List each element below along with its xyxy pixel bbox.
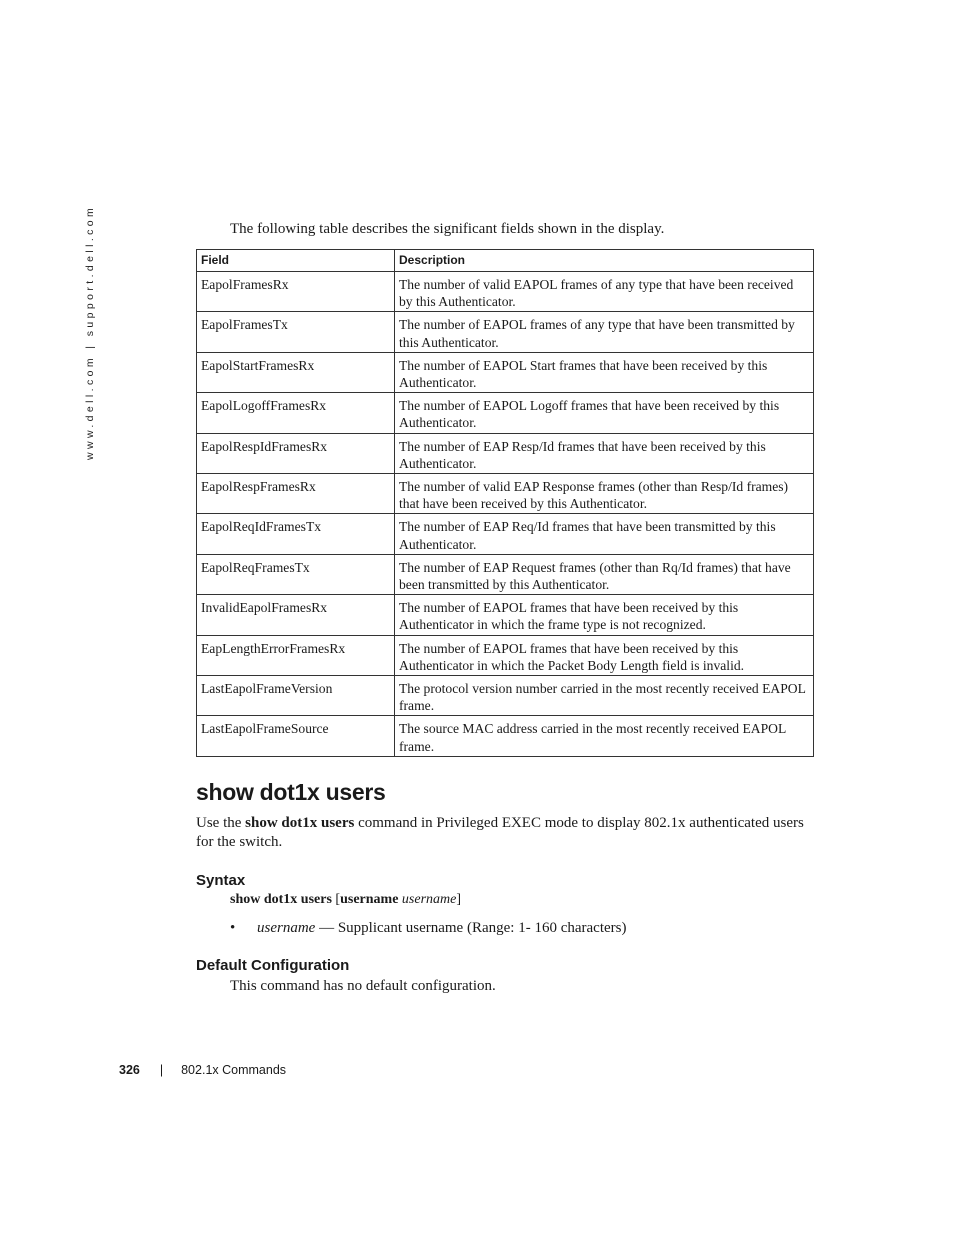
description-cell: The number of EAPOL frames of any type that have been transmitted by this Authenticator. <box>395 312 814 352</box>
description-cell: The protocol version number carried in the most recently received EAPOL frame. <box>395 676 814 716</box>
field-cell: EapolLogoffFramesRx <box>197 393 395 433</box>
description-cell: The number of EAP Request frames (other than Rq/Id frames) that have been transmitted by this Authenticator. <box>395 554 814 594</box>
syntax-keyword: username <box>340 892 399 907</box>
param-name: username <box>257 920 316 936</box>
description-cell: The number of valid EAP Response frames (other than Resp/Id frames) that have been received by this Authenticator. <box>395 474 814 514</box>
field-cell: EapolReqFramesTx <box>197 554 395 594</box>
syntax-open-bracket: [ <box>331 892 341 907</box>
intro-text: The following table describes the significant fields shown in the display. <box>230 221 665 237</box>
table-row <box>197 716 814 756</box>
description-cell: The number of EAPOL frames that have been received by this Authenticator in which the frame type is not recognized. <box>395 595 814 635</box>
syntax-arg: username <box>401 892 457 907</box>
description-cell: The source MAC address carried in the most recently received EAPOL frame. <box>395 716 814 756</box>
table-row <box>197 312 814 352</box>
table-row <box>197 272 814 312</box>
default-config-text: This command has no default configuration. <box>230 978 496 994</box>
table-row <box>197 514 814 554</box>
description-cell: The number of EAPOL Logoff frames that have been received by this Authenticator. <box>395 393 814 433</box>
table-row <box>197 393 814 433</box>
default-config-heading: Default Configuration <box>196 957 350 974</box>
parameter-list-item <box>230 919 626 937</box>
table-row <box>197 352 814 392</box>
description-cell: The number of EAP Req/Id frames that have been transmitted by this Authenticator. <box>395 514 814 554</box>
table-row <box>197 595 814 635</box>
field-cell: EapLengthErrorFramesRx <box>197 635 395 675</box>
field-cell: EapolRespIdFramesRx <box>197 433 395 473</box>
header-field: Field <box>197 250 395 272</box>
page-footer <box>119 1062 286 1078</box>
table-row <box>197 554 814 594</box>
usage-text <box>196 814 816 852</box>
table-row <box>197 474 814 514</box>
syntax-heading: Syntax <box>196 872 246 889</box>
description-cell: The number of valid EAPOL frames of any type that have been received by this Authenticator. <box>395 272 814 312</box>
usage-prefix: Use the <box>196 815 246 831</box>
section-title: show dot1x users <box>196 779 386 805</box>
header-description: Description <box>395 250 814 272</box>
description-cell: The number of EAPOL frames that have been received by this Authenticator in which the Packet Body Length field is invalid. <box>395 635 814 675</box>
field-cell: LastEapolFrameSource <box>197 716 395 756</box>
bullet-icon: • <box>230 920 236 936</box>
syntax-command: show dot1x users <box>230 892 332 907</box>
usage-suffix: command in Privileged EXEC mode to display 802.1x authenticated users for the switch. <box>196 815 804 850</box>
table-row <box>197 676 814 716</box>
usage-command: show dot1x users <box>245 815 355 831</box>
fields-table <box>196 249 814 757</box>
field-cell: InvalidEapolFramesRx <box>197 595 395 635</box>
table-row <box>197 433 814 473</box>
field-cell: EapolStartFramesRx <box>197 352 395 392</box>
param-description: — Supplicant username (Range: 1- 160 characters) <box>315 920 627 936</box>
description-cell: The number of EAP Resp/Id frames that have been received by this Authenticator. <box>395 433 814 473</box>
field-cell: EapolReqIdFramesTx <box>197 514 395 554</box>
table-header-row <box>197 250 814 272</box>
field-cell: EapolRespFramesRx <box>197 474 395 514</box>
table-row <box>197 635 814 675</box>
field-cell: LastEapolFrameVersion <box>197 676 395 716</box>
field-cell: EapolFramesRx <box>197 272 395 312</box>
field-cell: EapolFramesTx <box>197 312 395 352</box>
side-url: www.dell.com | support.dell.com <box>84 204 96 460</box>
footer-separator: | <box>159 1063 164 1077</box>
page-number: 326 <box>119 1063 140 1077</box>
syntax-line <box>230 891 461 909</box>
chapter-name: 802.1x Commands <box>181 1063 287 1077</box>
syntax-close-bracket: ] <box>456 892 462 907</box>
description-cell: The number of EAPOL Start frames that have been received by this Authenticator. <box>395 352 814 392</box>
